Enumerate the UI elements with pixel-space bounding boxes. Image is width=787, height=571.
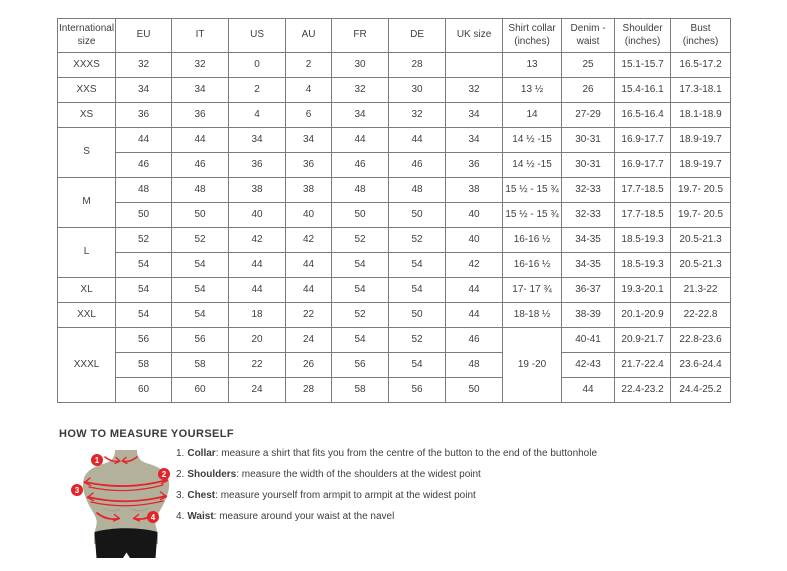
header-international-size: International size (58, 19, 116, 53)
table-cell: 34 (286, 128, 332, 153)
table-cell: 34-35 (562, 228, 615, 253)
table-cell: 54 (116, 278, 172, 303)
table-cell: 48 (172, 178, 229, 203)
table-cell: 34 (116, 78, 172, 103)
table-cell: 44 (286, 253, 332, 278)
table-cell: 16-16 ½ (503, 253, 562, 278)
table-cell: 54 (172, 253, 229, 278)
header-denim-waist: Denim - waist (562, 19, 615, 53)
table-cell: 32-33 (562, 178, 615, 203)
table-row (58, 53, 731, 78)
table-cell: 56 (332, 353, 389, 378)
table-cell: 15 ½ - 15 ¾ (503, 178, 562, 203)
table-cell: 50 (172, 203, 229, 228)
table-cell: 54 (116, 253, 172, 278)
table-cell: 36-37 (562, 278, 615, 303)
table-cell: 54 (332, 278, 389, 303)
table-cell: 44 (332, 128, 389, 153)
table-cell: 56 (116, 328, 172, 353)
table-cell: 15.4-16.1 (615, 78, 671, 103)
table-cell: 46 (332, 153, 389, 178)
table-cell: 42 (446, 253, 503, 278)
table-cell: 32 (172, 53, 229, 78)
table-cell: 17.3-18.1 (671, 78, 731, 103)
mannequin-illustration (60, 448, 175, 566)
table-cell: 48 (116, 178, 172, 203)
table-row (58, 128, 731, 153)
table-cell: 27-29 (562, 103, 615, 128)
table-cell: 54 (389, 278, 446, 303)
table-cell: 48 (446, 353, 503, 378)
table-cell: 44 (286, 278, 332, 303)
table-cell: 48 (389, 178, 446, 203)
header-au: AU (286, 19, 332, 53)
table-cell: L (58, 228, 116, 278)
table-cell: 18.9-19.7 (671, 128, 731, 153)
table-cell: 46 (116, 153, 172, 178)
table-cell: 18.1-18.9 (671, 103, 731, 128)
table-cell: 36 (446, 153, 503, 178)
table-cell: 40-41 (562, 328, 615, 353)
table-cell: XXXS (58, 53, 116, 78)
table-cell: 36 (172, 103, 229, 128)
table-cell: 28 (389, 53, 446, 78)
table-cell: 22.4-23.2 (615, 378, 671, 403)
table-cell: 52 (332, 228, 389, 253)
table-cell: 34 (172, 78, 229, 103)
table-cell: 26 (562, 78, 615, 103)
table-cell: 19.7- 20.5 (671, 203, 731, 228)
table-header-row (58, 19, 731, 53)
table-cell: 58 (172, 353, 229, 378)
table-cell: 42 (286, 228, 332, 253)
table-cell: 18.9-19.7 (671, 153, 731, 178)
table-cell: 40 (229, 203, 286, 228)
table-cell: 32 (389, 103, 446, 128)
table-cell: 32 (116, 53, 172, 78)
table-cell: 50 (389, 203, 446, 228)
table-cell: 44 (229, 253, 286, 278)
table-cell: 30 (332, 53, 389, 78)
step-text: : measure the width of the shoulders at the widest point (236, 469, 481, 480)
table-cell: 19 -20 (503, 328, 562, 403)
table-cell: M (58, 178, 116, 228)
table-cell: 50 (446, 378, 503, 403)
table-cell: 16.9-17.7 (615, 153, 671, 178)
table-cell: 52 (116, 228, 172, 253)
table-cell: 30 (389, 78, 446, 103)
table-cell: 34 (332, 103, 389, 128)
header-shirt-collar: Shirt collar (inches) (503, 19, 562, 53)
table-cell: 30-31 (562, 153, 615, 178)
table-row (58, 253, 731, 278)
measure-step-shoulders (176, 464, 597, 485)
table-cell: 46 (172, 153, 229, 178)
table-cell: 52 (332, 303, 389, 328)
table-cell: 22 (229, 353, 286, 378)
table-cell: 42 (229, 228, 286, 253)
table-cell: 56 (172, 328, 229, 353)
table-cell: XXL (58, 303, 116, 328)
table-cell: 38 (229, 178, 286, 203)
table-cell: XXS (58, 78, 116, 103)
table-cell: 17.7-18.5 (615, 178, 671, 203)
table-cell: 36 (229, 153, 286, 178)
table-cell: 17- 17 ¾ (503, 278, 562, 303)
table-cell: 52 (389, 328, 446, 353)
table-cell: XL (58, 278, 116, 303)
header-eu: EU (116, 19, 172, 53)
table-cell: 6 (286, 103, 332, 128)
marker-3-number: 3 (74, 486, 80, 495)
table-cell: 21.7-22.4 (615, 353, 671, 378)
table-row (58, 353, 731, 378)
table-cell: 18.5-19.3 (615, 228, 671, 253)
table-cell: 21.3-22 (671, 278, 731, 303)
table-cell: 50 (389, 303, 446, 328)
size-table (57, 18, 731, 403)
table-cell: 40 (446, 203, 503, 228)
table-cell: 58 (116, 353, 172, 378)
table-cell: 24 (229, 378, 286, 403)
table-cell: 34 (446, 103, 503, 128)
step-label: Waist (187, 511, 214, 522)
table-cell: 36 (286, 153, 332, 178)
table-cell: 22-22.8 (671, 303, 731, 328)
table-cell: 4 (229, 103, 286, 128)
table-cell: 16-16 ½ (503, 228, 562, 253)
table-cell: 44 (116, 128, 172, 153)
table-cell: 14 ½ -15 (503, 153, 562, 178)
table-cell: 14 (503, 103, 562, 128)
table-cell: 52 (172, 228, 229, 253)
table-cell: 32 (446, 78, 503, 103)
table-cell: 24.4-25.2 (671, 378, 731, 403)
table-cell: 19.7- 20.5 (671, 178, 731, 203)
header-uk-size: UK size (446, 19, 503, 53)
step-label: Chest (187, 490, 216, 501)
table-cell: 54 (389, 353, 446, 378)
table-cell: 23.6-24.4 (671, 353, 731, 378)
table-row (58, 378, 731, 403)
table-cell: 54 (172, 278, 229, 303)
table-cell: 22 (286, 303, 332, 328)
table-cell: 38-39 (562, 303, 615, 328)
marker-2-number: 2 (161, 470, 167, 479)
table-cell: 34 (229, 128, 286, 153)
table-row (58, 303, 731, 328)
table-cell: 0 (229, 53, 286, 78)
table-cell: 28 (286, 378, 332, 403)
table-cell: 13 (503, 53, 562, 78)
table-cell: 44 (446, 303, 503, 328)
table-cell: 54 (332, 328, 389, 353)
table-cell: 50 (332, 203, 389, 228)
table-cell: 54 (389, 253, 446, 278)
mannequin-shorts (95, 528, 158, 558)
step-text: : measure yourself from armpit to armpit at the widest point (215, 490, 476, 501)
table-cell: 16.5-17.2 (671, 53, 731, 78)
table-cell: 32 (332, 78, 389, 103)
table-cell: 2 (229, 78, 286, 103)
table-cell: 32-33 (562, 203, 615, 228)
table-row (58, 103, 731, 128)
table-cell: 54 (116, 303, 172, 328)
table-cell: 44 (229, 278, 286, 303)
table-cell: 18-18 ½ (503, 303, 562, 328)
marker-4-number: 4 (150, 513, 156, 522)
table-cell: 30-31 (562, 128, 615, 153)
table-row (58, 328, 731, 353)
step-label: Shoulders (187, 469, 237, 480)
table-cell: 50 (116, 203, 172, 228)
table-cell: 20.9-21.7 (615, 328, 671, 353)
table-cell: S (58, 128, 116, 178)
table-cell: 38 (446, 178, 503, 203)
table-cell: 14 ½ -15 (503, 128, 562, 153)
table-cell: 26 (286, 353, 332, 378)
how-to-measure-title: HOW TO MEASURE YOURSELF (59, 428, 235, 440)
measure-step-chest (176, 485, 597, 506)
measure-step-waist (176, 506, 597, 527)
marker-1-number: 1 (94, 456, 100, 465)
table-cell: 44 (562, 378, 615, 403)
step-text: : measure a shirt that fits you from the centre of the button to the end of the buttonhole (215, 448, 598, 459)
header-shoulder: Shoulder (inches) (615, 19, 671, 53)
table-row (58, 278, 731, 303)
table-cell: 48 (332, 178, 389, 203)
header-us: US (229, 19, 286, 53)
table-cell: 20.1-20.9 (615, 303, 671, 328)
table-cell: 19.3-20.1 (615, 278, 671, 303)
table-cell: 2 (286, 53, 332, 78)
table-cell: 36 (116, 103, 172, 128)
measure-step-collar (176, 443, 597, 464)
table-cell: 56 (389, 378, 446, 403)
step-number: 1. (176, 448, 185, 459)
table-cell: 16.5-16.4 (615, 103, 671, 128)
table-cell: 46 (446, 328, 503, 353)
table-cell: 46 (389, 153, 446, 178)
measurement-diagram (60, 448, 175, 566)
table-cell: 16.9-17.7 (615, 128, 671, 153)
step-number: 2. (176, 469, 185, 480)
table-cell: 40 (286, 203, 332, 228)
table-cell: 15.1-15.7 (615, 53, 671, 78)
table-cell: XS (58, 103, 116, 128)
table-row (58, 178, 731, 203)
table-cell: 20.5-21.3 (671, 253, 731, 278)
table-cell: 24 (286, 328, 332, 353)
table-cell: 44 (389, 128, 446, 153)
table-cell: XXXL (58, 328, 116, 403)
header-bust: Bust (inches) (671, 19, 731, 53)
table-cell: 44 (446, 278, 503, 303)
table-cell: 20 (229, 328, 286, 353)
table-cell: 15 ½ - 15 ¾ (503, 203, 562, 228)
table-cell: 38 (286, 178, 332, 203)
table-cell: 18.5-19.3 (615, 253, 671, 278)
table-cell: 60 (116, 378, 172, 403)
step-number: 3. (176, 490, 185, 501)
step-label: Collar (187, 448, 216, 459)
table-cell: 52 (389, 228, 446, 253)
table-cell: 34-35 (562, 253, 615, 278)
table-row (58, 153, 731, 178)
table-row (58, 78, 731, 103)
header-de: DE (389, 19, 446, 53)
measure-steps (176, 443, 597, 527)
table-cell: 25 (562, 53, 615, 78)
table-cell: 4 (286, 78, 332, 103)
table-cell: 20.5-21.3 (671, 228, 731, 253)
table-cell: 22.8-23.6 (671, 328, 731, 353)
header-it: IT (172, 19, 229, 53)
table-cell: 54 (172, 303, 229, 328)
table-cell (446, 53, 503, 78)
table-cell: 44 (172, 128, 229, 153)
header-fr: FR (332, 19, 389, 53)
table-cell: 13 ½ (503, 78, 562, 103)
table-cell: 17.7-18.5 (615, 203, 671, 228)
step-number: 4. (176, 511, 185, 522)
step-text: : measure around your waist at the navel (213, 511, 395, 522)
table-cell: 18 (229, 303, 286, 328)
table-cell: 40 (446, 228, 503, 253)
table-cell: 54 (332, 253, 389, 278)
table-cell: 42-43 (562, 353, 615, 378)
table-row (58, 203, 731, 228)
table-cell: 60 (172, 378, 229, 403)
table-cell: 34 (446, 128, 503, 153)
table-cell: 58 (332, 378, 389, 403)
table-row (58, 228, 731, 253)
